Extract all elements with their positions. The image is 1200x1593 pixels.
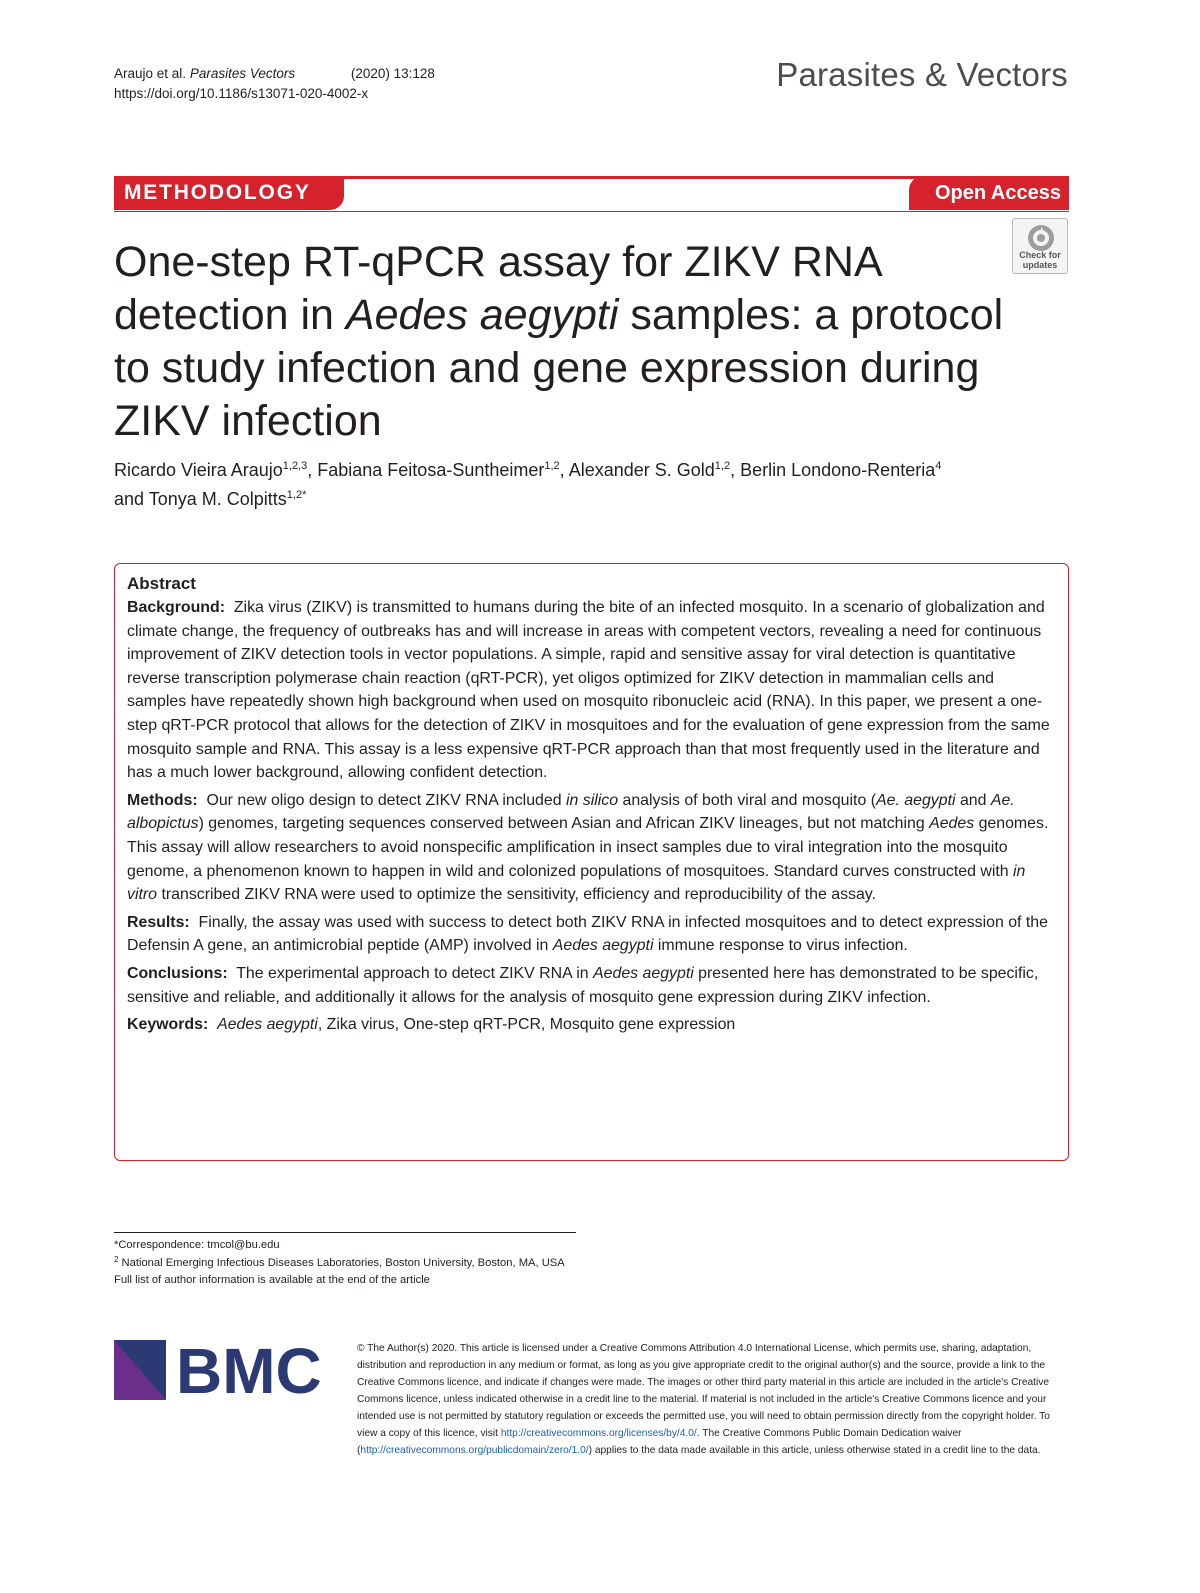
results-text: immune response to virus infection.: [653, 937, 908, 955]
article-type-banner: [114, 176, 1069, 212]
results-label: Results:: [127, 913, 190, 931]
methods-italic: in silico: [565, 791, 619, 809]
author-affiliation: 4: [935, 460, 942, 472]
license-text: ) applies to the data made available in this article, unless otherwise stated in a credit line to the data.: [588, 1445, 1041, 1456]
abstract-conclusions: [127, 962, 1056, 1009]
title-italic-species: Aedes aegypti: [345, 291, 619, 339]
open-access-label: Open Access: [909, 176, 1069, 210]
keywords-label: Keywords:: [127, 1016, 209, 1034]
affiliation-note: [114, 1255, 584, 1273]
abstract-results: [127, 911, 1056, 958]
author-affiliation: 1,2: [714, 460, 731, 472]
abstract-methods: [127, 789, 1056, 907]
correspondence-note: *Correspondence: tmcol@bu.edu: [114, 1239, 280, 1251]
conclusions-italic: Aedes aegypti: [593, 964, 694, 982]
journal-name: Parasites & Vectors: [776, 56, 1068, 93]
affiliation-text: National Emerging Infectious Diseases Laboratories, Boston University, Boston, MA, USA: [118, 1256, 565, 1269]
license-statement: [357, 1340, 1057, 1459]
affiliation-number: 2: [114, 1254, 119, 1264]
cc-zero-waiver-link[interactable]: http://creativecommons.org/publicdomain/zero/1.0/: [360, 1445, 589, 1456]
author-conjunction: and: [114, 489, 145, 509]
author-name[interactable]: Berlin Londono-Renteria: [740, 460, 936, 480]
methods-text: ) genomes, targeting sequences conserved between Asian and African ZIKV lineages, but not matching: [198, 815, 930, 833]
full-author-info-note: Full list of author information is available at the end of the article: [114, 1274, 430, 1286]
keywords-italic: Aedes aegypti: [217, 1016, 318, 1034]
article-title: [114, 236, 1044, 448]
author-name[interactable]: Alexander S. Gold: [568, 460, 715, 480]
conclusions-text: The experimental approach to detect ZIKV RNA in: [236, 964, 594, 982]
conclusions-label: Conclusions:: [127, 964, 228, 982]
background-label: Background:: [127, 599, 225, 616]
abstract-box: [114, 563, 1069, 1161]
footnotes: [114, 1237, 584, 1290]
bmc-logo-text: BMC: [176, 1338, 322, 1402]
bmc-logo: [114, 1338, 330, 1402]
methods-text: and: [955, 791, 991, 809]
author-name[interactable]: Ricardo Vieira Araujo: [114, 460, 283, 480]
methods-italic: Ae. albopictus: [127, 791, 1015, 833]
methods-text: Our new oligo design to detect ZIKV RNA included: [206, 791, 566, 809]
license-text: © The Author(s) 2020. This article is licensed under a Creative Commons Attribution 4.0 International License, which permits use, sharing, adaptation, distribution and reproduction in any medium or format, as long as you give appropriate credit to the original author(s) and the source, provide a link to the Creative Commons licence, and indicate if changes were made. The images or other third party material in this article are included in the article's Creative Commons licence, unless indicated otherwise in a credit line to the material. If material is not included in the article's Creative Commons licence and your intended use is not permitted by statutory regulation or exceeds the permitted use, you will need to obtain permission directly from the copyright holder. To view a copy of this licence, visit: [357, 1343, 1050, 1439]
citation-header: [114, 64, 435, 104]
abstract-background: [127, 596, 1056, 785]
cc-by-license-link[interactable]: http://creativecommons.org/licenses/by/4.0/: [500, 1428, 697, 1439]
citation-authors: Araujo et al.: [114, 66, 187, 81]
methods-italic: in vitro: [127, 862, 1026, 904]
author-affiliation: 1,2*: [286, 489, 307, 501]
methods-text: transcribed ZIKV RNA were used to optimize the sensitivity, efficiency and reproducibility of the assay.: [157, 886, 876, 904]
title-part2: samples: a protocol to study infection and gene expression during ZIKV infection: [114, 291, 1004, 445]
author-affiliation: 1,2: [544, 460, 560, 472]
footnote-divider: [114, 1232, 576, 1233]
abstract-keywords: [127, 1013, 1056, 1037]
citation-journal: Parasites Vectors: [189, 66, 296, 81]
conclusions-text: presented here has demonstrated to be specific, sensitive and reliable, and additionally it allows for the analysis of mosquito gene expression during ZIKV infection.: [127, 964, 1039, 1006]
article-type-label: METHODOLOGY: [114, 176, 344, 210]
abstract-heading: Abstract: [127, 574, 196, 593]
methods-italic: Aedes: [929, 815, 975, 833]
background-text: Zika virus (ZIKV) is transmitted to humans during the bite of an infected mosquito. In a scenario of globalization and climate change, the frequency of outbreaks has and will increase in areas with competent vectors, revealing a need for continuous improvement of ZIKV detection tools in vector populations. A simple, rapid and sensitive assay for viral detection is quantitative reverse transcription polymerase chain reaction (qRT-PCR), yet oligos optimized for ZIKV detection in mammalian cells and samples have repeatedly shown high background when used on mosquito ribonucleic acid (RNA). In this paper, we present a one-step qRT-PCR protocol that allows for the detection of ZIKV in mosquitoes and for the evaluation of gene expression from the same mosquito sample and RNA. This assay is a less expensive qRT-PCR approach than that most frequently used in the literature and has a much lower background, allowing confident detection.: [127, 599, 1050, 782]
citation-year-volume: (2020) 13:128: [350, 66, 435, 81]
doi-link[interactable]: https://doi.org/10.1186/s13071-020-4002-x: [114, 86, 369, 101]
methods-italic: Ae. aegypti: [876, 791, 956, 809]
methods-label: Methods:: [127, 791, 198, 809]
author-affiliation: 1,2,3: [282, 460, 308, 472]
results-italic: Aedes aegypti: [552, 937, 654, 955]
author-name[interactable]: Fabiana Feitosa-Suntheimer: [317, 460, 545, 480]
methods-text: analysis of both viral and mosquito (: [618, 791, 877, 809]
check-updates-line1: Check for: [1019, 250, 1061, 260]
results-text: Finally, the assay was used with success to detect both ZIKV RNA in infected mosquitoes and to detect expression of the Defensin A gene, an antimicrobial peptide (AMP) involved in: [127, 913, 1048, 955]
author-list: Ricardo Vieira Araujo$^{1,2,3}$, Fabiana Feitosa-Suntheimer$^{1,2}$, Alexander S. Gold$^{1,2}$, Berlin Londono-Renteria$^4$ and Tonya M. Colpitts$^{1,2*}$: [114, 460, 942, 509]
methods-text: genomes. This assay will allow researchers to avoid nonspecific amplification in insect samples due to viral integration into the mosquito genome, a phenomenon known to happen in wild and colonized populations of mosquitoes. Standard curves constructed with: [127, 815, 1049, 880]
license-text: . The Creative Commons Public Domain Dedication waiver (: [357, 1428, 962, 1456]
check-updates-line2: updates: [1022, 260, 1058, 270]
author-name[interactable]: Tonya M. Colpitts: [148, 489, 287, 509]
keywords-text: , Zika virus, One-step qRT-PCR, Mosquito gene expression: [317, 1016, 736, 1034]
title-part1: One-step RT-qPCR assay for ZIKV RNA detection in: [114, 238, 881, 339]
